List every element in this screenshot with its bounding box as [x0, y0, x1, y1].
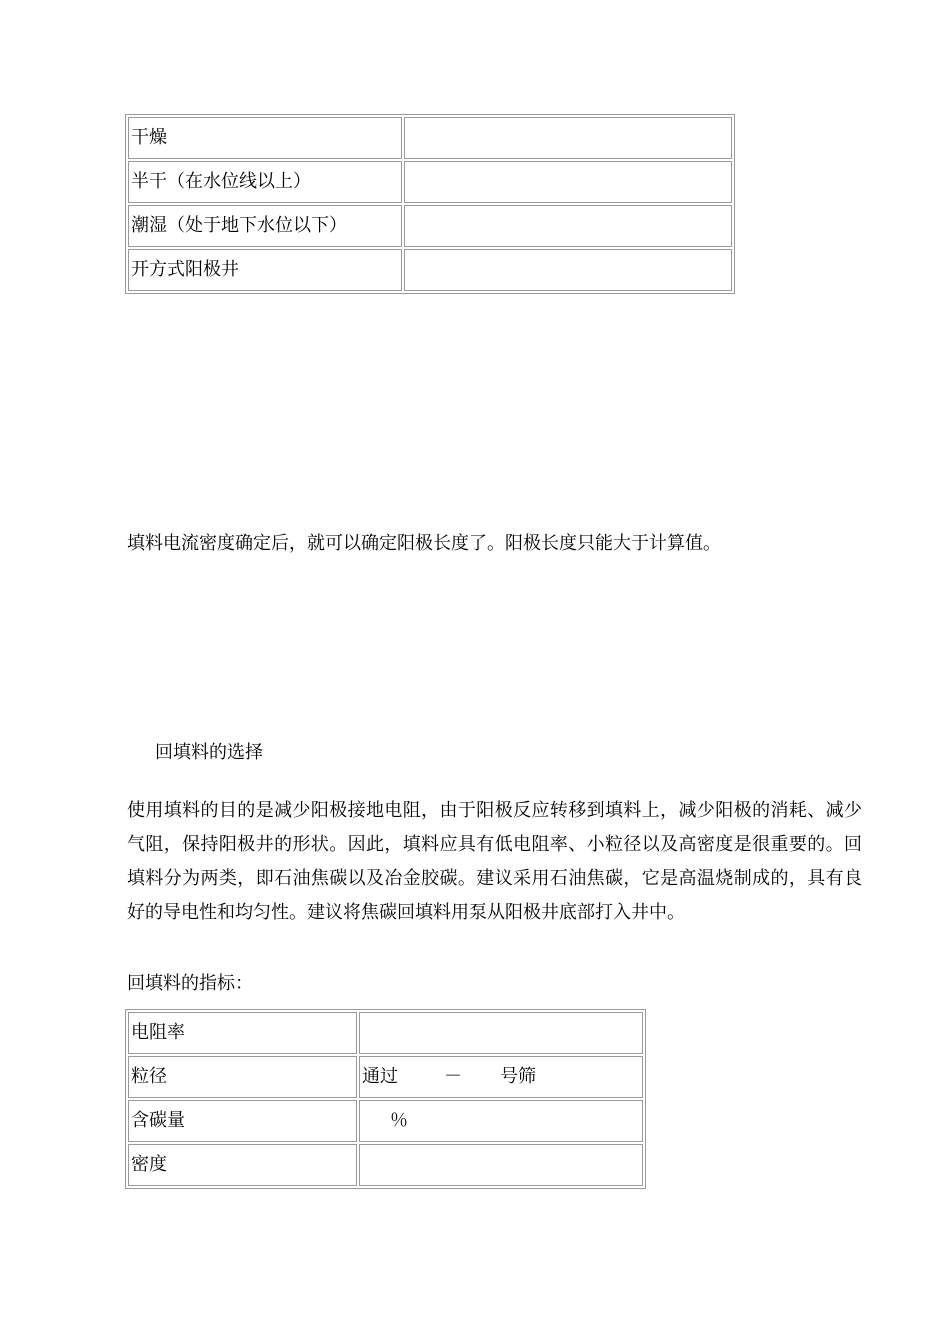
table-row	[128, 1012, 643, 1054]
table-cell-value	[404, 161, 732, 203]
backfill-indicators-table	[125, 1009, 646, 1189]
backfill-description-paragraph: 使用填料的目的是减少阳极接地电阻，由于阳极反应转移到填料上，减少阳极的消耗、减少气阻，保持阳极井的形状。因此，填料应具有低电阻率、小粒径以及高密度是很重要的。回填料分为两类，即石油焦碳以及冶金胶碳。建议采用石油焦碳，它是高温烧制成的，具有良好的导电性和均匀性。建议将焦碳回填料用泵从阳极井底部打入井中。	[127, 800, 862, 923]
sieve-dash-text: －	[444, 1066, 462, 1087]
table-cell-value	[359, 1100, 643, 1142]
table-cell-label: 干燥	[128, 117, 402, 159]
table-cell-label: 密度	[128, 1144, 357, 1186]
section-heading: 回填料的选择	[155, 742, 263, 763]
percent-sign: ％	[390, 1110, 408, 1131]
table-row	[128, 1100, 643, 1142]
sieve-number-text: 号筛	[500, 1066, 536, 1087]
table-cell-label: 潮湿（处于地下水位以下）	[128, 205, 402, 247]
table-cell-label: 半干（在水位线以上）	[128, 161, 402, 203]
table-cell-value	[404, 205, 732, 247]
table-row	[128, 249, 732, 291]
table-cell-value	[359, 1056, 643, 1098]
soil-condition-table	[125, 114, 735, 294]
indicators-title: 回填料的指标：	[127, 973, 253, 994]
table-cell-value	[359, 1012, 643, 1054]
table-cell-value	[404, 117, 732, 159]
table-cell-label: 开方式阳极井	[128, 249, 402, 291]
table-cell-label: 电阻率	[128, 1012, 357, 1054]
table-cell-label: 粒径	[128, 1056, 357, 1098]
sieve-pass-text: 通过	[362, 1066, 398, 1087]
table-cell-value	[404, 249, 732, 291]
table-row	[128, 161, 732, 203]
table-row	[128, 1056, 643, 1098]
table-cell-label: 含碳量	[128, 1100, 357, 1142]
table-row	[128, 117, 732, 159]
fill-density-paragraph: 填料电流密度确定后，就可以确定阳极长度了。阳极长度只能大于计算值。	[127, 533, 721, 554]
table-row	[128, 1144, 643, 1186]
table-row	[128, 205, 732, 247]
table-cell-value	[359, 1144, 643, 1186]
